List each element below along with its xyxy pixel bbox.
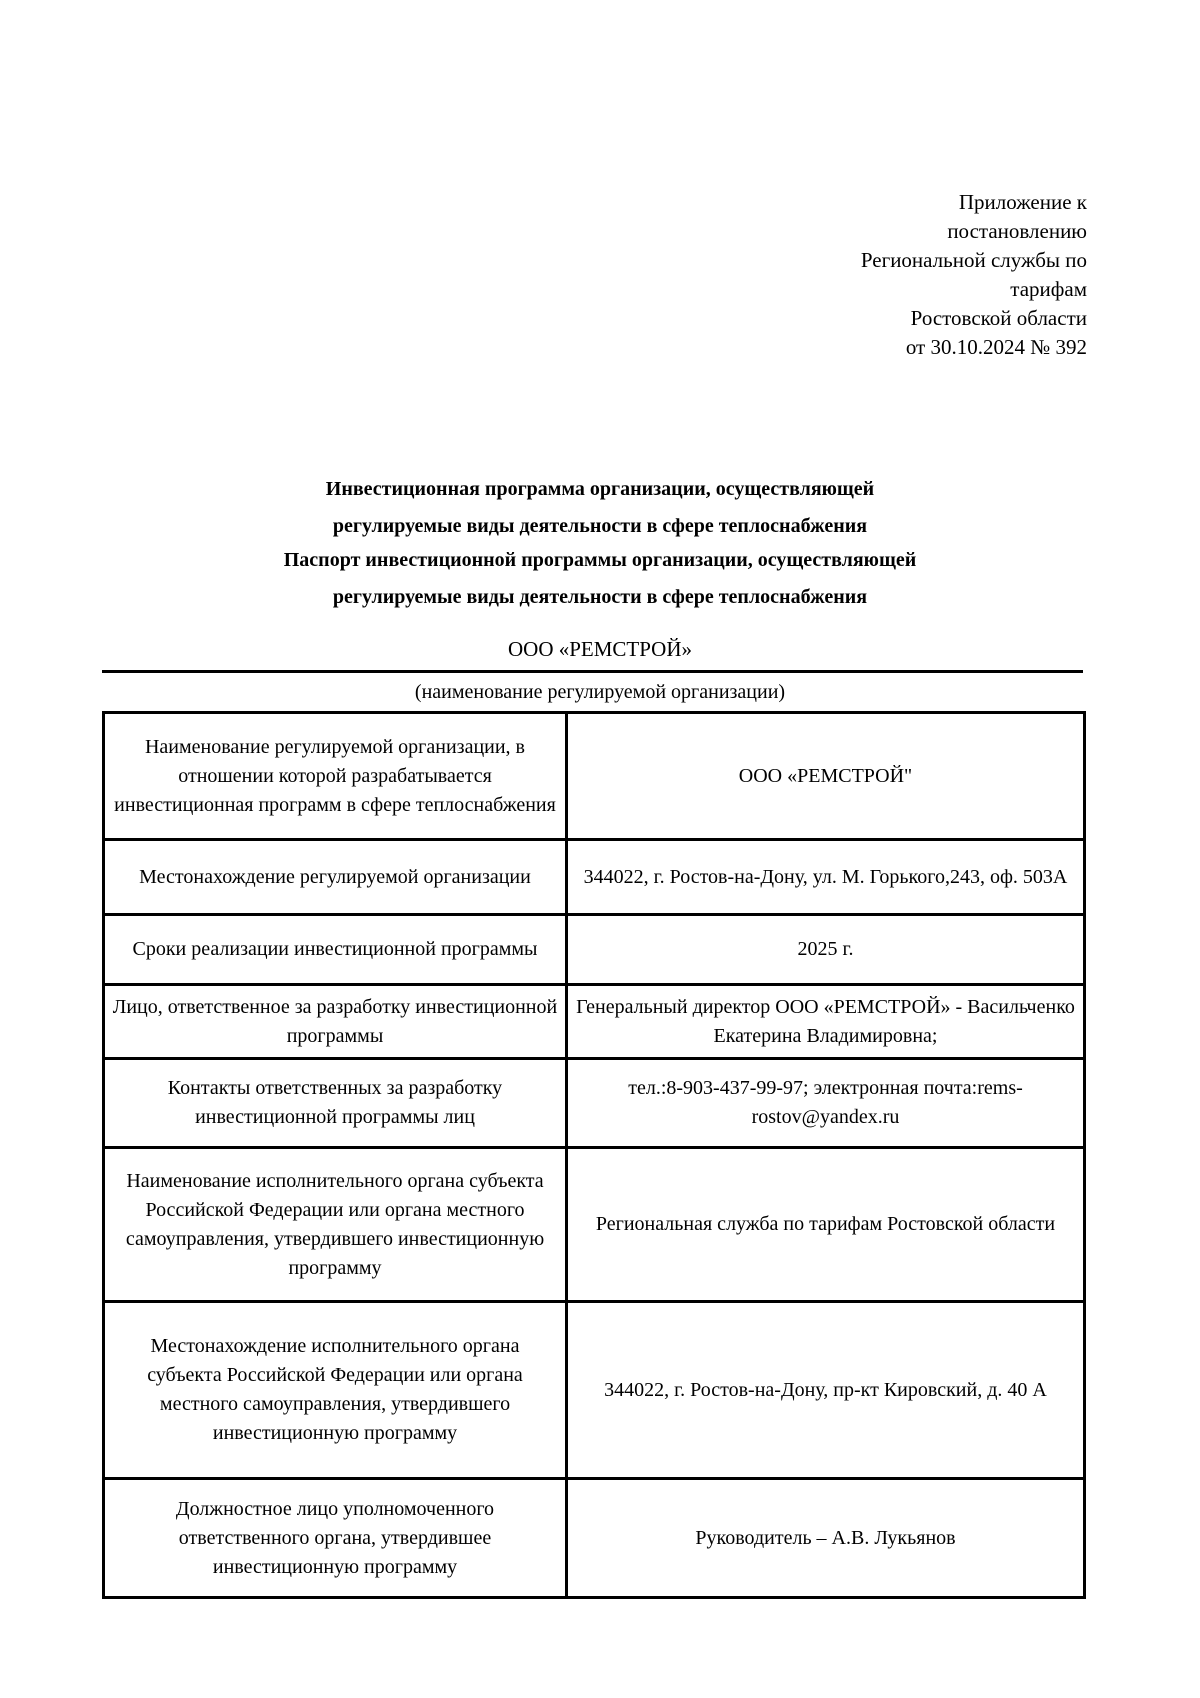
appendix-line: Региональной службы по: [860, 248, 1087, 272]
row-label: Сроки реализации инвестиционной программы: [104, 915, 567, 985]
appendix-line: тарифам: [1010, 277, 1087, 301]
row-label: Лицо, ответственное за разработку инвестиционной программы: [104, 985, 567, 1059]
row-label: Наименование исполнительного органа субъекта Российской Федерации или органа местного самоуправления, утвердившего инвестиционную программу: [104, 1148, 567, 1302]
table-row: [104, 713, 1085, 840]
row-label: Должностное лицо уполномоченного ответственного органа, утвердившее инвестиционную программу: [104, 1479, 567, 1598]
row-value: Генеральный директор ООО «РЕМСТРОЙ» - Васильченко Екатерина Владимировна;: [567, 985, 1085, 1059]
row-label: Наименование регулируемой организации, в отношении которой разрабатывается инвестиционная программ в сфере теплоснабжения: [104, 713, 567, 840]
appendix-line: Ростовской области: [910, 306, 1087, 330]
row-value: 344022, г. Ростов-на-Дону, ул. М. Горького,243, оф. 503А: [567, 840, 1085, 915]
organization-underline: [102, 670, 1083, 673]
passport-table: [102, 711, 1086, 1599]
passport-title-line: регулируемые виды деятельности в сфере теплоснабжения: [332, 586, 868, 608]
row-value: Региональная служба по тарифам Ростовской области: [567, 1148, 1085, 1302]
row-value: ООО «РЕМСТРОЙ": [567, 713, 1085, 840]
table-row: [104, 1479, 1085, 1598]
passport-title-line: Паспорт инвестиционной программы организации, осуществляющей: [283, 549, 917, 571]
appendix-line: от 30.10.2024 № 392: [905, 335, 1087, 359]
row-value: 2025 г.: [567, 915, 1085, 985]
row-label: Контакты ответственных за разработку инвестиционной программы лиц: [104, 1059, 567, 1148]
row-label: Местонахождение исполнительного органа субъекта Российской Федерации или органа местного самоуправления, утвердившего инвестиционную программу: [104, 1302, 567, 1479]
row-value: тел.:8-903-437-99-97; электронная почта:rems-rostov@yandex.ru: [567, 1059, 1085, 1148]
organization-caption: (наименование регулируемой организации): [414, 681, 786, 703]
table-row: [104, 840, 1085, 915]
appendix-header: [767, 188, 1087, 362]
organization-name: ООО «РЕМСТРОЙ»: [507, 637, 693, 661]
table-row: [104, 1148, 1085, 1302]
appendix-line: постановлению: [947, 219, 1087, 243]
title-line: регулируемые виды деятельности в сфере теплоснабжения: [332, 515, 868, 537]
appendix-line: Приложение к: [958, 190, 1087, 214]
row-value: 344022, г. Ростов-на-Дону, пр-кт Кировский, д. 40 А: [567, 1302, 1085, 1479]
table-row: [104, 1302, 1085, 1479]
table-row: [104, 915, 1085, 985]
row-value: Руководитель – А.В. Лукьянов: [567, 1479, 1085, 1598]
table-row: [104, 985, 1085, 1059]
table-row: [104, 1059, 1085, 1148]
row-label: Местонахождение регулируемой организации: [104, 840, 567, 915]
title-line: Инвестиционная программа организации, осуществляющей: [325, 478, 875, 500]
